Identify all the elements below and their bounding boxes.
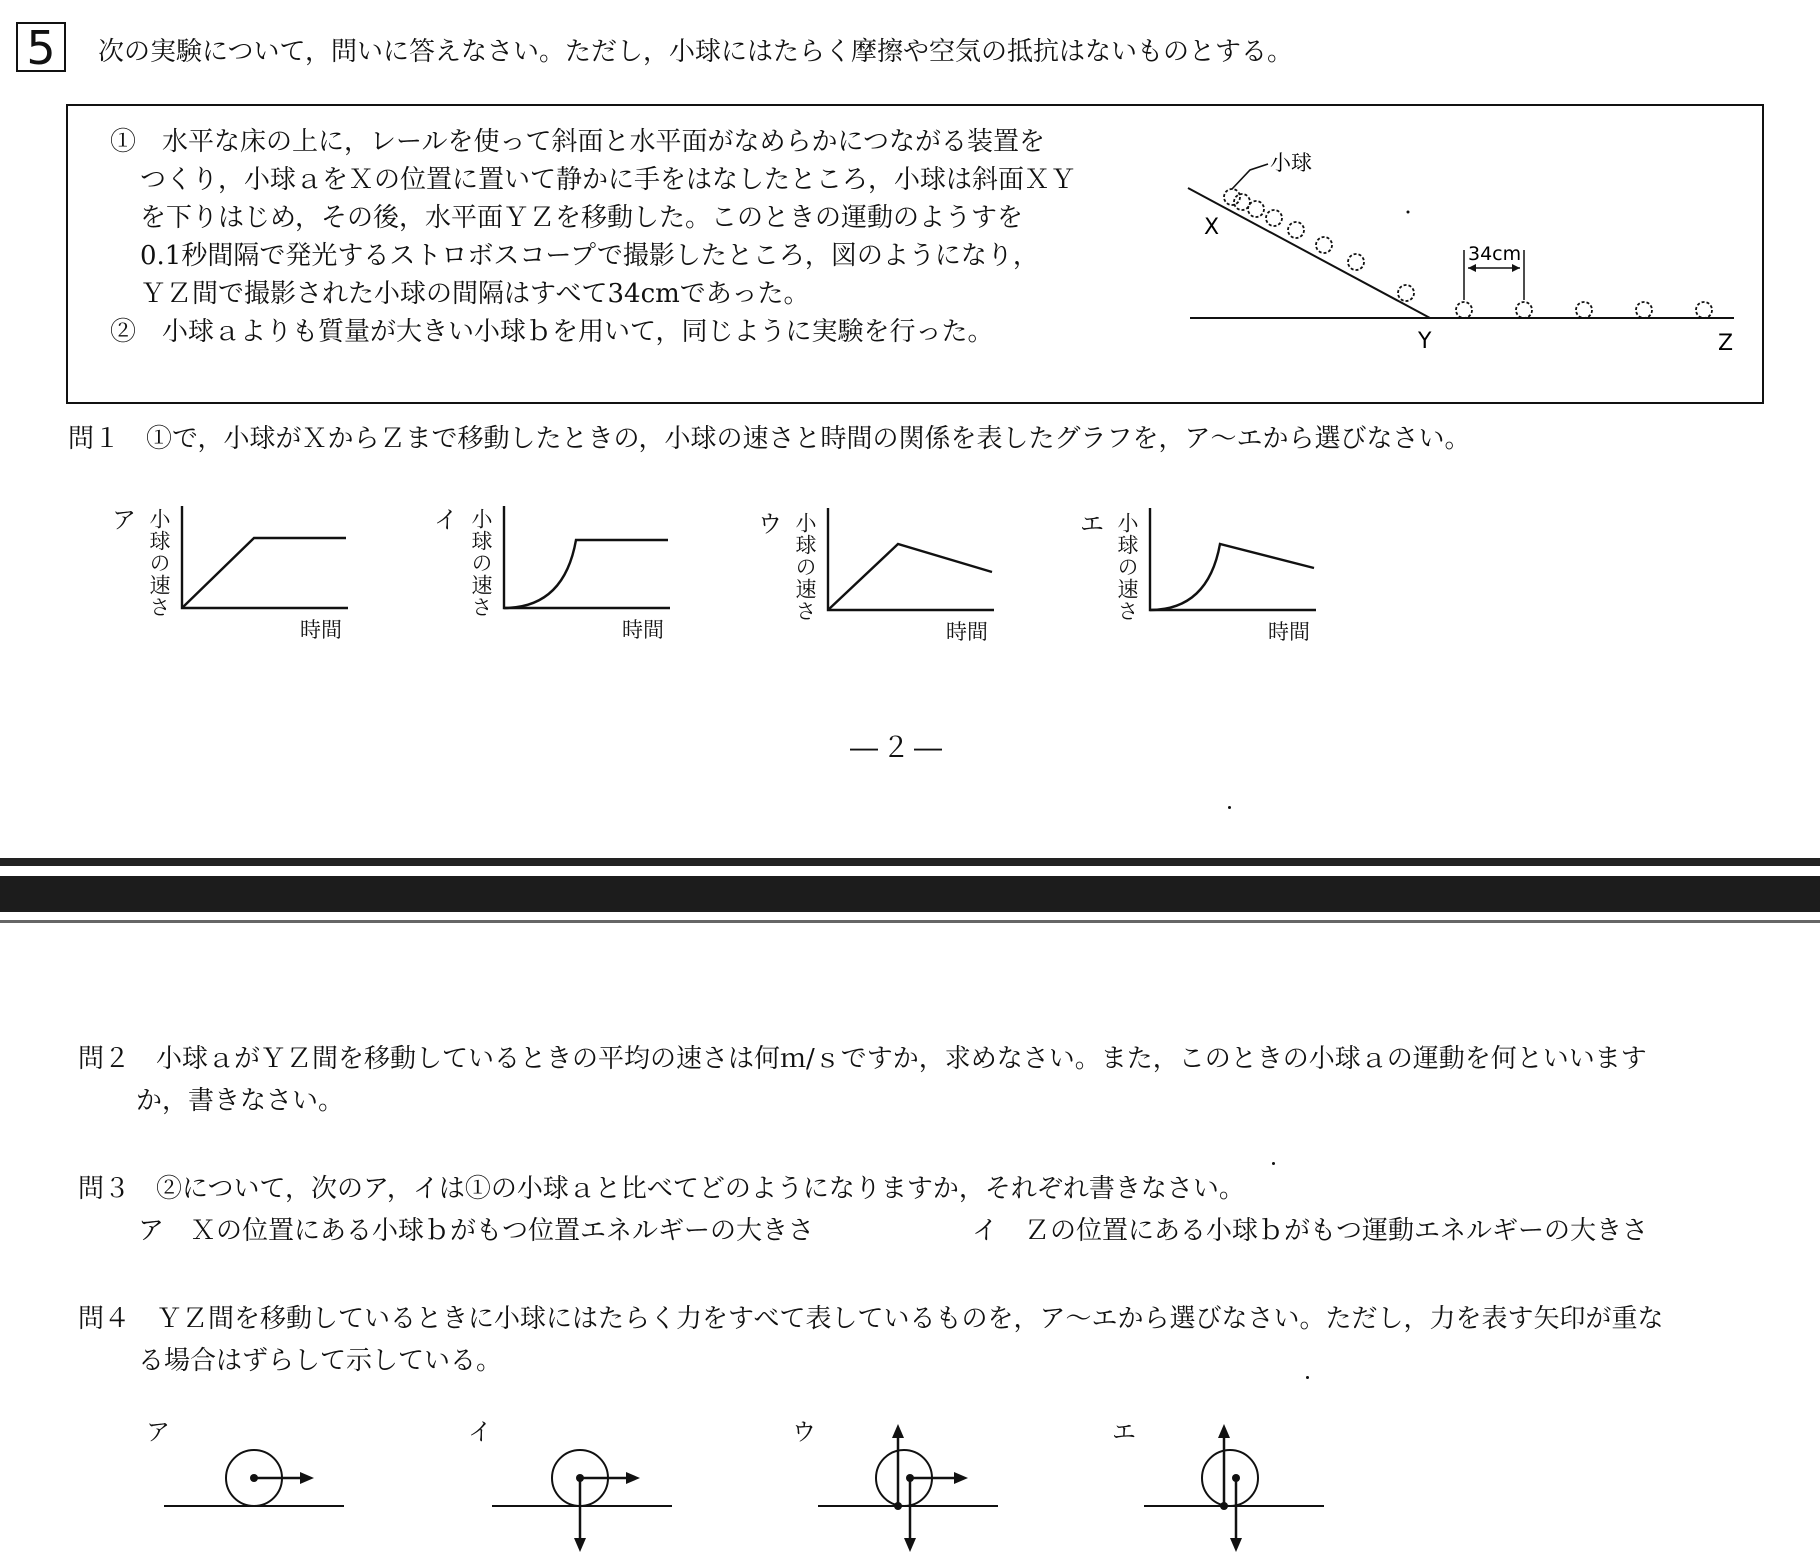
q1-graph-c [822,506,1002,616]
point-z-label: Z [1718,331,1734,356]
q1-graph-b-xlabel: 時間 [622,618,664,642]
q1-graph-a-ylabel: 小球の速さ [147,508,171,618]
q1-graph-a-xlabel: 時間 [300,618,342,642]
q1-option-b[interactable]: イ [434,506,458,534]
point-x-label: X [1204,215,1220,240]
q4-diagram-a [160,1430,350,1556]
q1-graph-d [1144,506,1324,616]
experiment-step2: ② 小球ａよりも質量が大きい小球ｂを用いて，同じように実験を行った。 [110,317,994,347]
q1-graph-c-ylabel: 小球の速さ [793,512,817,622]
q4-diagram-d [1140,1420,1330,1556]
question-2-line1: 問２ 小球ａがＹＺ間を移動しているときの平均の速さは何ｍ/ｓですか，求めなさい。また，このときの小球ａの運動を何といいます [78,1044,1647,1074]
experiment-step1-line3: を下りはじめ，その後，水平面ＹＺを移動した。このときの運動のようすを [140,203,1023,233]
q4-option-c[interactable]: ウ [792,1418,816,1446]
question-1: 問１ ①で，小球がＸからＺまで移動したときの，小球の速さと時間の関係を表したグラフを，ア～エから選びなさい。 [68,424,1471,454]
point-y-label: Y [1418,329,1432,354]
question-3-option-b: イ Ｚの位置にある小球ｂがもつ運動エネルギーの大きさ [972,1216,1649,1246]
question-3-option-a: ア Ｘの位置にある小球ｂがもつ位置エネルギーの大きさ [138,1216,815,1246]
question-2-line2: か，書きなさい。 [136,1086,345,1116]
q1-graph-d-xlabel: 時間 [1268,620,1310,644]
q1-option-a[interactable]: ア [112,506,136,534]
q1-graph-b [498,504,678,614]
spacing-label: 34cm [1468,243,1522,265]
question-4-line1: 問４ ＹＺ間を移動しているときに小球にはたらく力をすべて表しているものを，ア～エから選びなさい。ただし，力を表す矢印が重な [78,1304,1664,1334]
question-4-line2: る場合はずらして示している。 [138,1346,503,1376]
q4-option-a[interactable]: ア [146,1418,170,1446]
q1-graph-b-ylabel: 小球の速さ [469,508,493,618]
section-intro: 次の実験について，問いに答えなさい。ただし，小球にはたらく摩擦や空気の抵抗はないものとする。 [98,37,1293,67]
scan-divider-bar [0,876,1820,912]
question-3-line1: 問３ ②について，次のア，イは①の小球ａと比べてどのようになりますか，それぞれ書きなさい。 [78,1174,1245,1204]
incline-figure [1180,140,1740,370]
experiment-step1-line1: ① 水平な床の上に，レールを使って斜面と水平面がなめらかにつながる装置を [110,127,1045,157]
q1-graph-a [176,504,356,614]
page-number: ―２― [850,731,947,764]
ball-label: 小球 [1270,151,1312,175]
q1-option-d[interactable]: エ [1080,510,1104,538]
q1-graph-c-xlabel: 時間 [946,620,988,644]
section-number: 5 [16,22,66,72]
q4-option-d[interactable]: エ [1112,1418,1136,1446]
experiment-step1-line2: つくり，小球ａをＸの位置に置いて静かに手をはなしたところ，小球は斜面ＸＹ [140,165,1077,195]
scan-dot [1306,1376,1309,1379]
q4-diagram-c [814,1420,1004,1556]
scan-dot [1272,1162,1275,1165]
experiment-step1-line5: ＹＺ間で撮影された小球の間隔はすべて34cmであった。 [140,279,810,309]
scan-divider-bottom [0,920,1820,923]
scan-dot [1228,806,1231,809]
q4-diagram-b [488,1430,678,1556]
q1-graph-d-ylabel: 小球の速さ [1115,512,1139,622]
q1-option-c[interactable]: ウ [758,510,782,538]
q4-option-b[interactable]: イ [468,1418,492,1446]
experiment-step1-line4: 0.1秒間隔で発光するストロボスコープで撮影したところ，図のようになり， [140,241,1039,271]
scan-divider-top [0,858,1820,866]
